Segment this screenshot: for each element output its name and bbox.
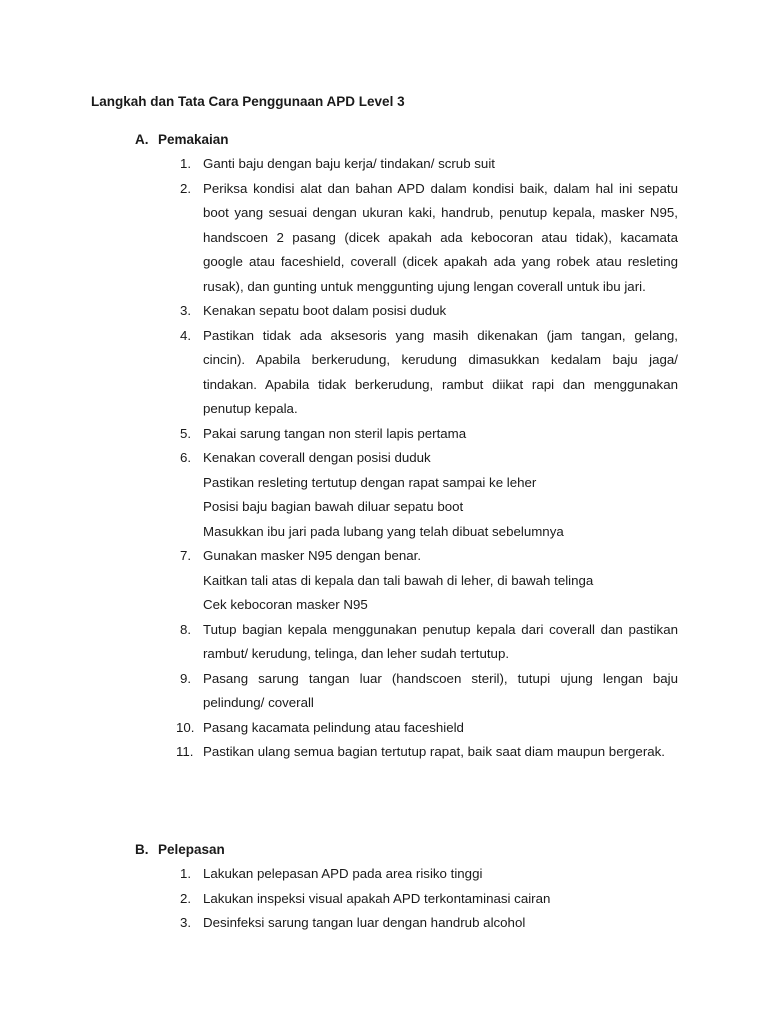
steps-list	[0, 152, 768, 765]
step-subline: Pastikan resleting tertutup dengan rapat sampai ke leher	[203, 474, 537, 490]
step-number: 8.	[180, 621, 192, 637]
section-title: Pelepasan	[158, 842, 225, 857]
section-pemakaian	[0, 128, 768, 765]
step-text: Tutup bagian kepala menggunakan penutup kepala dari coverall dan pastikan rambut/ kerudung, telinga, dan leher sudah tertutup.	[203, 621, 678, 661]
step-number: 1.	[180, 866, 192, 881]
section-heading	[0, 838, 768, 862]
list-item	[0, 177, 678, 300]
list-item	[0, 716, 678, 741]
step-text: Pasang kacamata pelindung atau faceshield	[203, 719, 464, 735]
step-text: Desinfeksi sarung tangan luar dengan handrub alcohol	[203, 915, 526, 930]
step-text: Pastikan ulang semua bagian tertutup rapat, baik saat diam maupun bergerak.	[203, 744, 665, 759]
document-title: Langkah dan Tata Cara Penggunaan APD Level 3	[91, 94, 405, 109]
list-item	[0, 740, 678, 765]
step-number: 7.	[180, 548, 192, 563]
list-item	[0, 618, 678, 667]
step-text: Periksa kondisi alat dan bahan APD dalam kondisi baik, dalam hal ini sepatu boot yang sesuai dengan ukuran kaki, handrub, penutup kepala, masker N95, handscoen 2 pasang (dicek apakah ada kebocoran atau tidak), kacamata google atau faceshield, coverall (dicek apakah ada yang robek atau resleting rusak), dan gunting untuk menggunting ujung lengan coverall untuk ibu jari.	[203, 180, 678, 294]
step-number: 4.	[180, 327, 192, 343]
section-pelepasan	[0, 838, 768, 936]
step-number: 2.	[180, 180, 192, 196]
section-letter: A.	[135, 132, 149, 147]
step-number: 6.	[180, 450, 192, 465]
step-text: Kenakan coverall dengan posisi duduk	[203, 450, 431, 465]
list-item	[0, 152, 678, 177]
step-number: 10.	[176, 719, 195, 735]
list-item	[0, 911, 678, 936]
list-item	[0, 422, 678, 447]
step-subline: Masukkan ibu jari pada lubang yang telah dibuat sebelumnya	[203, 523, 564, 539]
step-text: Pakai sarung tangan non steril lapis pertama	[203, 425, 467, 441]
list-item	[0, 862, 678, 887]
list-item	[0, 667, 678, 716]
step-subline: Posisi baju bagian bawah diluar sepatu boot	[203, 499, 464, 514]
list-item	[0, 299, 678, 324]
step-text: Gunakan masker N95 dengan benar.	[203, 548, 422, 563]
step-text: Kenakan sepatu boot dalam posisi duduk	[203, 303, 447, 318]
step-number: 3.	[180, 915, 192, 930]
steps-list	[0, 862, 768, 936]
step-text: Pasang sarung tangan luar (handscoen steril), tutupi ujung lengan baju pelindung/ coverall	[203, 670, 678, 710]
list-item	[0, 544, 678, 618]
step-text: Lakukan pelepasan APD pada area risiko tinggi	[203, 866, 483, 881]
step-text: Pastikan tidak ada aksesoris yang masih dikenakan (jam tangan, gelang, cincin). Apabila berkerudung, kerudung dimasukkan kedalam baju jaga/ tindakan. Apabila tidak berkerudung, rambut diikat rapi dan menggunakan penutup kepala.	[203, 327, 678, 416]
step-text: Lakukan inspeksi visual apakah APD terkontaminasi cairan	[203, 890, 551, 906]
list-item	[0, 446, 678, 544]
list-item	[0, 887, 678, 912]
section-letter: B.	[135, 842, 149, 857]
step-subline: Kaitkan tali atas di kepala dan tali bawah di leher, di bawah telinga	[203, 572, 594, 588]
step-subline: Cek kebocoran masker N95	[203, 597, 368, 612]
step-number: 5.	[180, 425, 192, 441]
step-number: 11.	[176, 744, 194, 759]
section-heading	[0, 128, 768, 152]
step-number: 2.	[180, 890, 192, 906]
section-title: Pemakaian	[158, 132, 229, 147]
step-number: 1.	[180, 156, 192, 171]
step-text: Ganti baju dengan baju kerja/ tindakan/ scrub suit	[203, 156, 495, 171]
list-item	[0, 324, 678, 422]
step-number: 9.	[180, 670, 192, 686]
step-number: 3.	[180, 303, 192, 318]
